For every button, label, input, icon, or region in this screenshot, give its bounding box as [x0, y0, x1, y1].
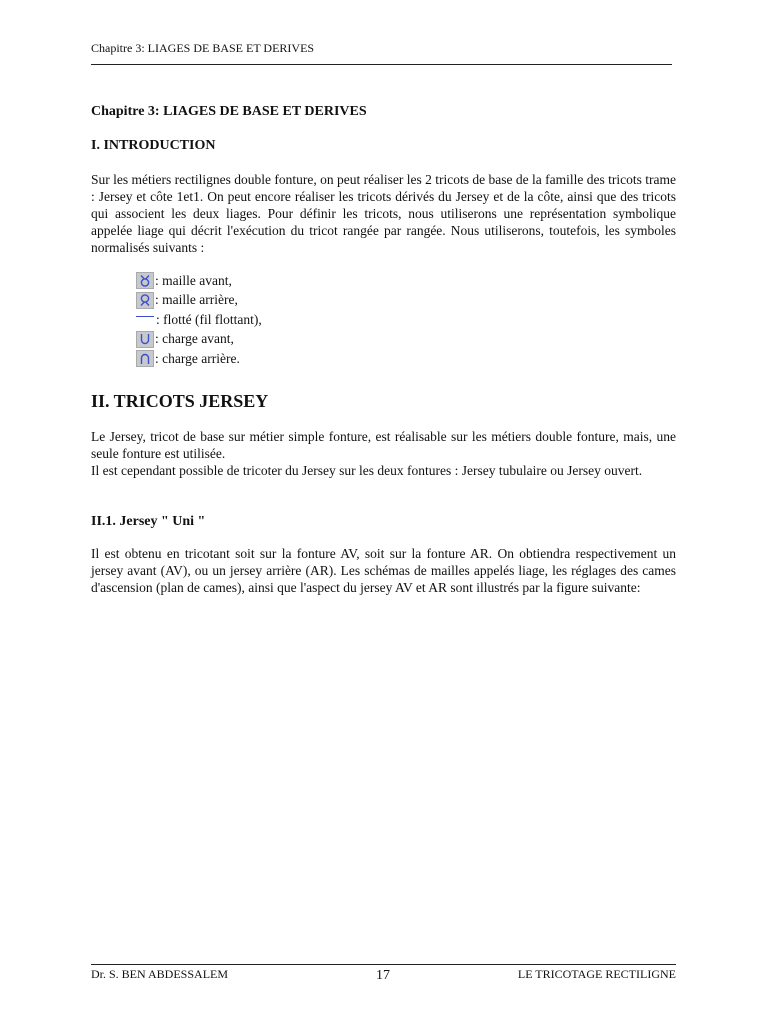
- maille-arriere-icon: [136, 292, 154, 309]
- legend-label: : flotté (fil flottant),: [156, 311, 262, 327]
- legend-label: : charge arrière.: [155, 350, 240, 366]
- header-rule: [91, 64, 672, 65]
- legend-row-maille-avant: [136, 271, 262, 291]
- sub-heading-jersey-uni: II.1. Jersey " Uni ": [91, 514, 206, 529]
- jersey-paragraph-2: Il est cependant possible de tricoter du Jersey sur les deux fontures : Jersey tubulaire ou Jersey ouvert.: [91, 463, 643, 478]
- page-number: 17: [376, 968, 390, 983]
- jersey-uni-paragraph: Il est obtenu en tricotant soit sur la fonture AV, soit sur la fonture AR. On obtiendra respectivement un jersey avant (AV), ou un jersey arrière (AR). Les schémas de mailles appelés liage, les réglages des cames d'ascension (plan de cames), ainsi que l'aspect du jersey AV et AR sont illustrés par la figure suivante:: [91, 546, 676, 595]
- chapter-title: Chapitre 3: LIAGES DE BASE ET DERIVES: [91, 104, 367, 119]
- footer-author: Dr. S. BEN ABDESSALEM: [91, 967, 229, 981]
- charge-avant-icon: [136, 331, 154, 348]
- footer-title: LE TRICOTAGE RECTILIGNE: [517, 967, 676, 981]
- maille-avant-icon: [136, 272, 154, 289]
- intro-heading: I. INTRODUCTION: [91, 138, 216, 153]
- legend-label: : maille avant,: [155, 272, 232, 288]
- legend-row-maille-arriere: [136, 291, 262, 311]
- intro-paragraph: Sur les métiers rectilignes double fonture, on peut réaliser les 2 tricots de base de la famille des tricots trame : Jersey et côte 1et1. On peut encore réaliser les tricots dérivés du Jersey et de la côte, ainsi que des tricots qui associent les deux liages. Pour définir les tricots, nous utiliserons une représentation symbolique appelée liage qui décrit l'exécution du tricot rangée par rangée. Nous utiliserons, toutefois, les symboles normalisés suivants :: [91, 172, 676, 255]
- footer-rule: [91, 964, 676, 965]
- jersey-paragraph-1: Le Jersey, tricot de base sur métier simple fonture, est réalisable sur les métiers double fonture, mais, une seule fonture est utilisée.: [91, 429, 676, 461]
- running-header: Chapitre 3: LIAGES DE BASE ET DERIVES: [91, 41, 315, 55]
- section-heading-jersey: II. TRICOTS JERSEY: [91, 391, 269, 411]
- legend-label: : maille arrière,: [155, 292, 238, 308]
- symbol-legend: [136, 271, 262, 369]
- legend-row-flotte: [136, 310, 262, 330]
- flotte-icon: [136, 311, 156, 328]
- charge-arriere-icon: [136, 350, 154, 367]
- legend-row-charge-avant: [136, 330, 262, 350]
- legend-row-charge-arriere: [136, 349, 262, 369]
- legend-label: : charge avant,: [155, 331, 234, 347]
